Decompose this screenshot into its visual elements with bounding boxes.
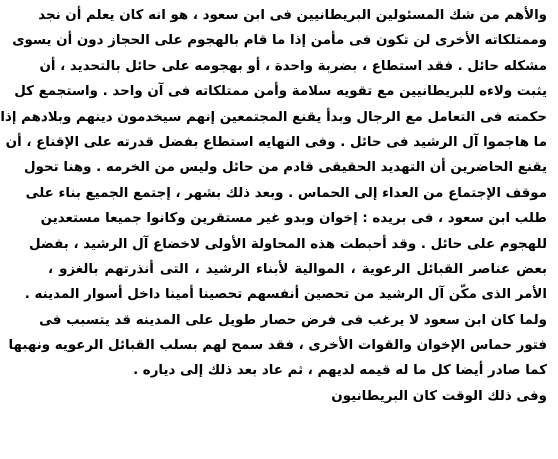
text-line-15: كما صادر أيضا كل ما له قيمه لديهم ، ثم عاد بعد ذلك إلى دياره . bbox=[133, 363, 547, 379]
body-text bbox=[0, 3, 547, 404]
text-line-10: للهجوم على حائل . وقد أحبطت هذه المحاولة الأولى لاخضاع آل الرشيد ، بفضل bbox=[28, 236, 547, 252]
text-line-3: مشكله حائل . فقد استطاع ، بضربة واحدة ، أو بهجومه على حائل بالتحديد ، أن bbox=[39, 58, 547, 74]
text-line-12: الأمر الذى مكّن آل الرشيد من تحصين أنفسهم تحصينا أمينا داخل أسوار المدينه . bbox=[24, 287, 547, 303]
text-line-11: بعض عناصر القبائل الرعوية ، الموالية لأبناء الرشيد ، التى أنذرتهم بالغزو ، bbox=[48, 261, 547, 277]
text-line-5: حكمته فى التعامل مع الرجال وبدأ يقنع المجتمعين إنهم سيخدمون دينهم وبلادهم إذا bbox=[0, 109, 547, 125]
text-line-8: موقف الإجتماع من العداء إلى الحماس . وبعد ذلك بشهر ، إجتمع الجميع بناء على bbox=[25, 185, 547, 201]
text-line-7: يقنع الحاضرين أن التهديد الحقيقى قادم من حائل وليس من الخرمه . وهنا تحول bbox=[24, 160, 547, 176]
text-line-6: ما هاجموا آل الرشيد فى حائل . وفى النهايه استطاع بفضل قدرته على الإقناع ، أن bbox=[5, 134, 547, 150]
text-line-13: ولما كان ابن سعود لا يرغب فى فرض حصار طويل على المدينه قد يتسبب فى bbox=[39, 312, 547, 328]
text-line-14: فتور حماس الإخوان والقوات الأخرى ، فقد سمح لهم بسلب القبائل الرعويه ونهبها bbox=[8, 338, 547, 354]
text-line-16-partial: وفى ذلك الوقت كان البريطانيون bbox=[331, 388, 547, 404]
text-line-4: يثبت ولاءه للبريطانيين مع تقويه سلامة وأمن ممتلكاته فى آن واحد . واستجمع كل bbox=[14, 84, 547, 100]
text-line-1: والأهم من شك المسئولين البريطانيين فى ابن سعود ، هو انه كان يعلم أن نجد bbox=[38, 8, 547, 23]
text-line-9: طلب ابن سعود ، فى بريده : إخوان وبدو غير مستقرين وكانوا جميعا مستعدين bbox=[40, 211, 547, 227]
text-line-2: وممتلكاته الأخرى لن تكون فى مأمن إذا ما قام بالهجوم على الحجاز دون أن يسوى bbox=[12, 33, 547, 49]
